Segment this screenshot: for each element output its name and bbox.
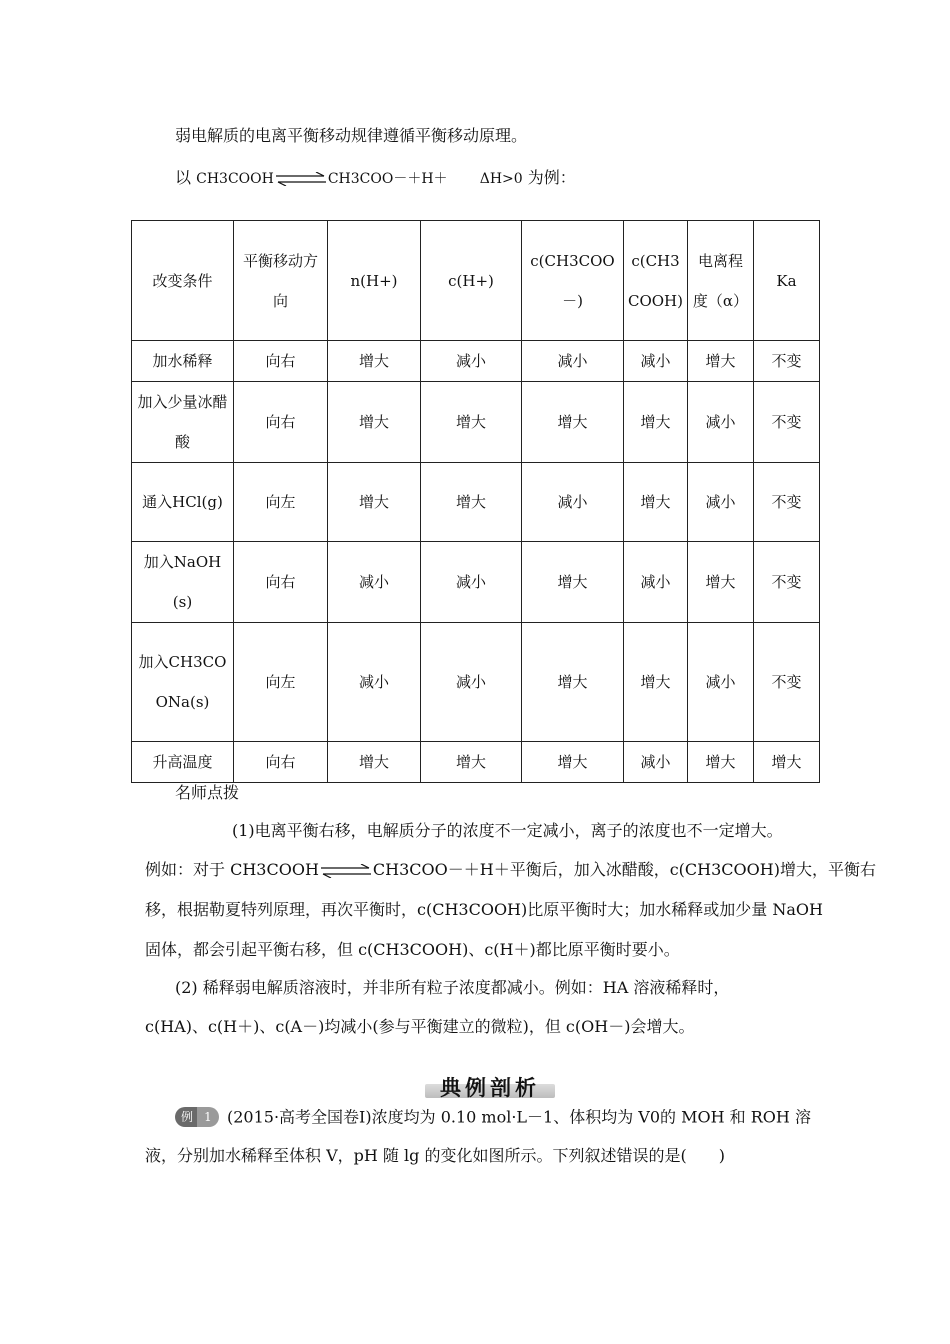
table-cell: 不变 bbox=[754, 623, 820, 742]
table-cell: 减小 bbox=[421, 542, 522, 623]
table-header-cell: 平衡移动方向 bbox=[234, 221, 328, 341]
table-cell: 增大 bbox=[328, 742, 421, 783]
tips-p1-line4: 固体，都会引起平衡右移，但 c(CH3COOH)、c(H＋)都比原平衡时要小。 bbox=[145, 940, 680, 959]
intro-reactant: CH3COOH bbox=[196, 171, 274, 187]
example-badge-number: 1 bbox=[197, 1107, 219, 1127]
table-cell: 通入HCl(g) bbox=[132, 463, 234, 542]
table-cell: 不变 bbox=[754, 463, 820, 542]
intro-enthalpy: ΔH>0 bbox=[479, 171, 523, 187]
example-line-2: 液，分别加水稀释至体积 V，pH 随 lg 的变化如图所示。下列叙述错误的是( ) bbox=[145, 1146, 725, 1165]
table-cell: 减小 bbox=[624, 542, 688, 623]
example-line-1 bbox=[175, 1108, 811, 1128]
table-header-cell: 改变条件 bbox=[132, 221, 234, 341]
table-cell: 增大 bbox=[624, 623, 688, 742]
table-cell: 增大 bbox=[421, 742, 522, 783]
section-heading bbox=[425, 1070, 555, 1100]
table-cell: 增大 bbox=[624, 463, 688, 542]
tips-p1-line3: 移，根据勒夏特列原理，再次平衡时，c(CH3COOH)比原平衡时大；加水稀释或加少量 NaOH bbox=[145, 900, 823, 919]
table-row bbox=[132, 542, 820, 623]
table-row bbox=[132, 382, 820, 463]
tips-p2-line1: (2) 稀释弱电解质溶液时，并非所有粒子浓度都减小。例如：HA 溶液稀释时， bbox=[175, 978, 730, 997]
table-cell: 加入NaOH(s) bbox=[132, 542, 234, 623]
equilibrium-arrow-icon bbox=[321, 864, 371, 878]
table-cell: 向右 bbox=[234, 382, 328, 463]
intro-products: CH3COO－＋H＋ bbox=[327, 171, 448, 187]
example-badge bbox=[175, 1107, 219, 1127]
table-cell: 减小 bbox=[522, 341, 624, 382]
intro-line-2 bbox=[175, 170, 576, 186]
table-cell: 减小 bbox=[688, 382, 754, 463]
table-cell: 增大 bbox=[421, 463, 522, 542]
table-cell: 减小 bbox=[328, 623, 421, 742]
table-row bbox=[132, 463, 820, 542]
table-row bbox=[132, 742, 820, 783]
table-header-cell: c(H+) bbox=[421, 221, 522, 341]
table-cell: 加入少量冰醋酸 bbox=[132, 382, 234, 463]
table-cell: 减小 bbox=[688, 623, 754, 742]
table-header-cell: c(CH3COO－) bbox=[522, 221, 624, 341]
table-cell: 增大 bbox=[688, 742, 754, 783]
table-cell: 加入CH3COONa(s) bbox=[132, 623, 234, 742]
table-cell: 减小 bbox=[522, 463, 624, 542]
equilibrium-table bbox=[131, 220, 820, 783]
table-cell: 减小 bbox=[328, 542, 421, 623]
tips-p1-line2a: 例如：对于 CH3COOH bbox=[145, 860, 319, 879]
table-cell: 增大 bbox=[522, 623, 624, 742]
table-cell: 增大 bbox=[624, 382, 688, 463]
table-cell: 增大 bbox=[328, 463, 421, 542]
table-cell: 增大 bbox=[522, 742, 624, 783]
tips-title: 名师点拨 bbox=[175, 783, 240, 802]
table-cell: 增大 bbox=[522, 542, 624, 623]
table-row bbox=[132, 341, 820, 382]
table-header-cell: Ka bbox=[754, 221, 820, 341]
table-cell: 向右 bbox=[234, 341, 328, 382]
table-cell: 增大 bbox=[328, 382, 421, 463]
table-header-cell: n(H+) bbox=[328, 221, 421, 341]
table-cell: 向左 bbox=[234, 463, 328, 542]
table-cell: 加水稀释 bbox=[132, 341, 234, 382]
example-badge-label: 例 bbox=[175, 1107, 199, 1127]
table-cell: 向左 bbox=[234, 623, 328, 742]
table-cell: 增大 bbox=[522, 382, 624, 463]
table-cell: 向右 bbox=[234, 742, 328, 783]
tips-p2-line2: c(HA)、c(H＋)、c(A－)均减小(参与平衡建立的微粒)，但 c(OH－)会增大。 bbox=[145, 1017, 695, 1036]
table-cell: 升高温度 bbox=[132, 742, 234, 783]
table-cell: 不变 bbox=[754, 542, 820, 623]
table-cell: 减小 bbox=[421, 341, 522, 382]
table-cell: 增大 bbox=[328, 341, 421, 382]
intro-suffix: 为例： bbox=[527, 168, 576, 187]
table-header-cell: 电离程度（α） bbox=[688, 221, 754, 341]
table-row bbox=[132, 623, 820, 742]
table-cell: 增大 bbox=[754, 742, 820, 783]
table-header-cell: c(CH3COOH) bbox=[624, 221, 688, 341]
tips-p1-line2b: CH3COO－＋H＋平衡后，加入冰醋酸，c(CH3COOH)增大，平衡右 bbox=[372, 860, 876, 879]
example-text-1: (2015·高考全国卷Ⅰ)浓度均为 0.10 mol·L－1、体积均为 V0的 MOH 和 ROH 溶 bbox=[227, 1107, 811, 1127]
table-cell: 减小 bbox=[688, 463, 754, 542]
intro-prefix: 以 bbox=[175, 168, 192, 187]
table-cell: 增大 bbox=[421, 382, 522, 463]
table-cell: 不变 bbox=[754, 382, 820, 463]
intro-line-1: 弱电解质的电离平衡移动规律遵循平衡移动原理。 bbox=[175, 126, 528, 145]
table-cell: 减小 bbox=[624, 742, 688, 783]
equilibrium-arrow-icon bbox=[276, 172, 326, 186]
table-cell: 增大 bbox=[688, 542, 754, 623]
table-cell: 不变 bbox=[754, 341, 820, 382]
table-header-row bbox=[132, 221, 820, 341]
section-heading-text: 典例剖析 bbox=[440, 1075, 540, 1100]
tips-p1-line2 bbox=[145, 862, 876, 878]
table-cell: 向右 bbox=[234, 542, 328, 623]
tips-p1-line1: (1)电离平衡右移，电解质分子的浓度不一定减小，离子的浓度也不一定增大。 bbox=[232, 821, 783, 840]
table-cell: 减小 bbox=[624, 341, 688, 382]
table-cell: 减小 bbox=[421, 623, 522, 742]
table-cell: 增大 bbox=[688, 341, 754, 382]
